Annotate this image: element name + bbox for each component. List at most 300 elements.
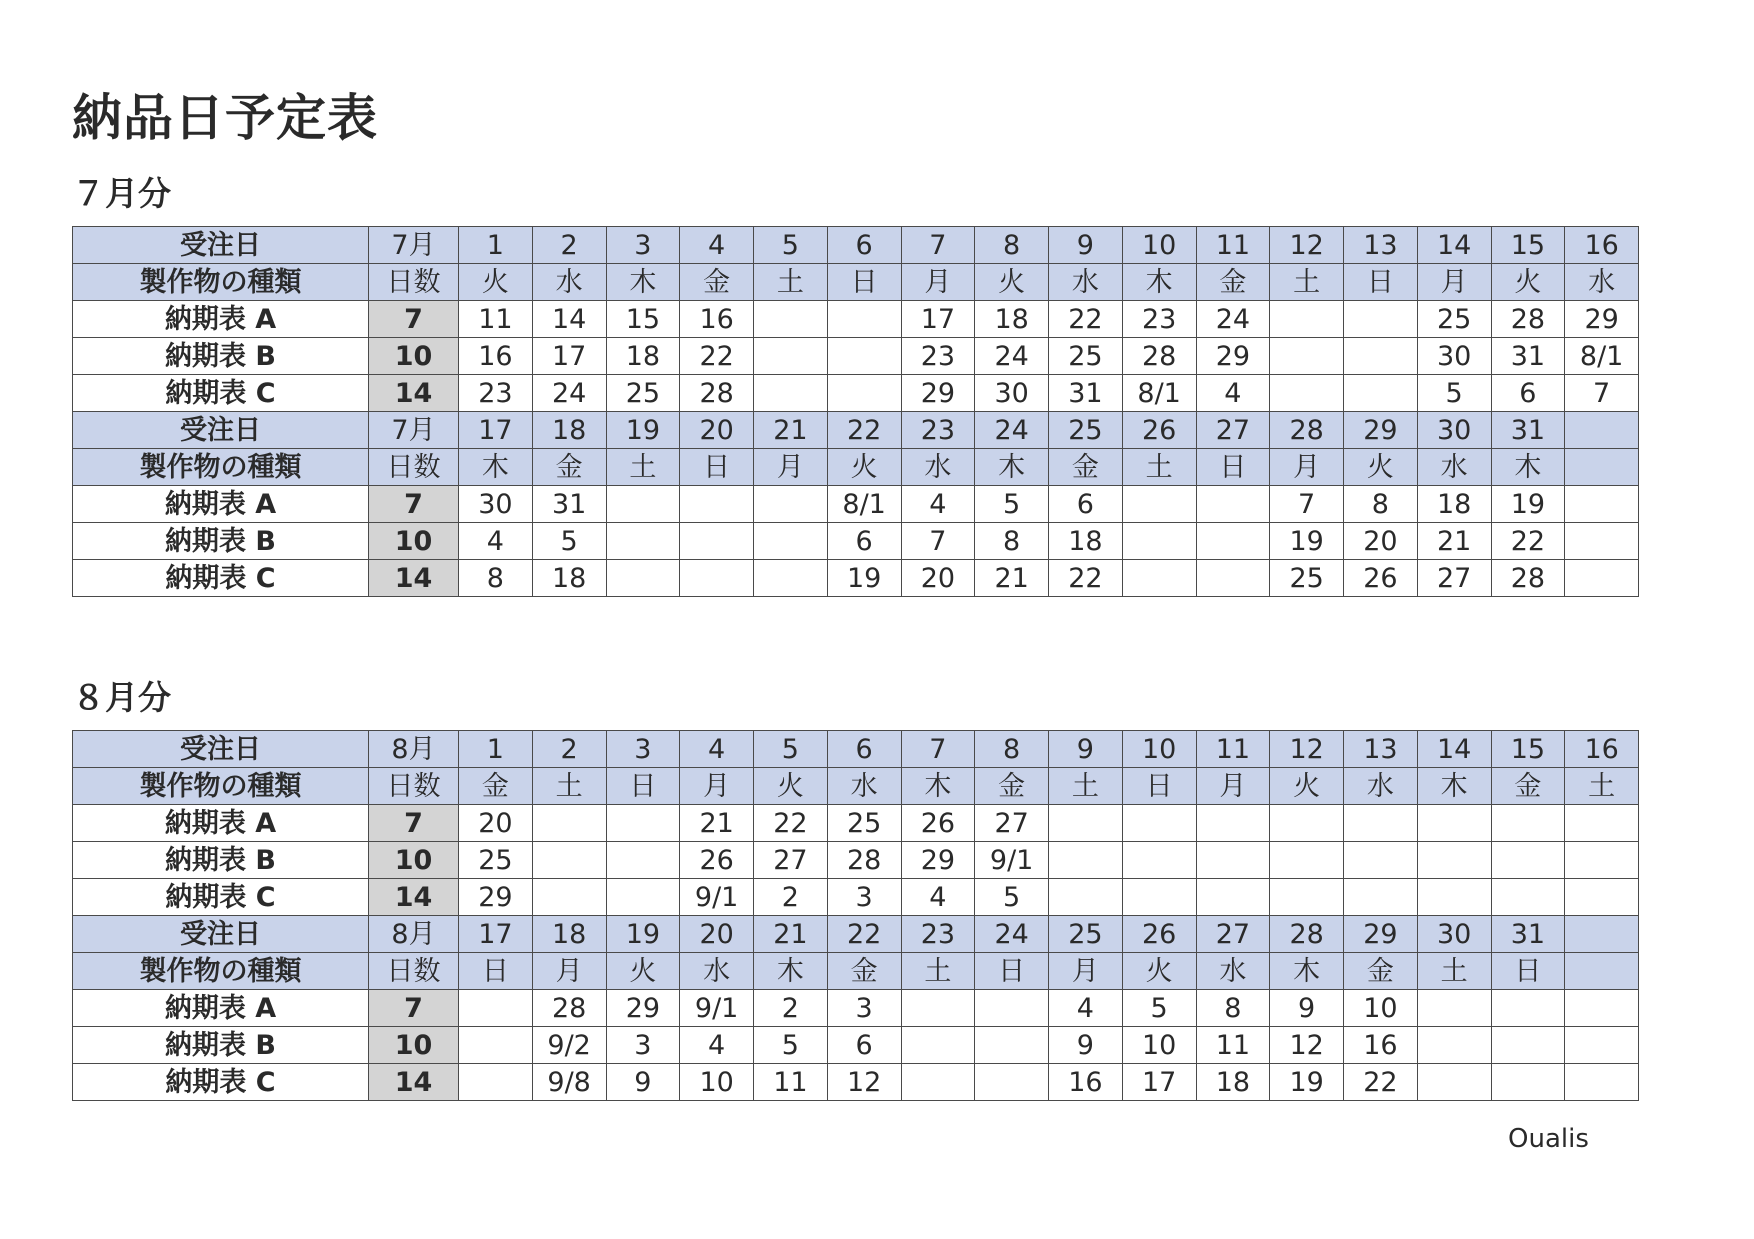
weekday-cell: 水 [1417, 449, 1491, 486]
delivery-date-cell [532, 842, 606, 879]
delivery-date-cell: 22 [754, 805, 828, 842]
delivery-date-cell: 20 [459, 805, 533, 842]
delivery-date-cell [1270, 805, 1344, 842]
date-cell: 14 [1417, 227, 1491, 264]
delivery-date-cell: 22 [680, 338, 754, 375]
delivery-date-cell: 17 [901, 301, 975, 338]
order-date-label: 受注日 [73, 916, 369, 953]
date-cell: 10 [1122, 731, 1196, 768]
date-cell: 26 [1122, 412, 1196, 449]
weekday-cell: 日 [1491, 953, 1565, 990]
weekday-cell: 土 [1049, 768, 1123, 805]
delivery-date-cell [1270, 879, 1344, 916]
delivery-date-cell [1344, 805, 1418, 842]
delivery-date-cell: 17 [532, 338, 606, 375]
delivery-date-cell [827, 375, 901, 412]
date-cell: 24 [975, 412, 1049, 449]
weekday-cell: 日 [975, 953, 1049, 990]
date-cell: 7 [901, 227, 975, 264]
delivery-date-cell [1417, 1027, 1491, 1064]
date-cell: 29 [1344, 916, 1418, 953]
delivery-date-cell: 11 [754, 1064, 828, 1101]
delivery-date-cell: 11 [1196, 1027, 1270, 1064]
delivery-date-cell [1417, 990, 1491, 1027]
weekday-cell: 金 [532, 449, 606, 486]
product-type-label: 製作物の種類 [73, 768, 369, 805]
delivery-date-cell [1122, 842, 1196, 879]
delivery-date-cell [1491, 879, 1565, 916]
delivery-date-cell [1049, 879, 1123, 916]
delivery-date-cell: 28 [827, 842, 901, 879]
lead-days: 7 [369, 990, 459, 1027]
weekday-cell: 日 [680, 449, 754, 486]
delivery-date-cell [1270, 375, 1344, 412]
delivery-date-cell [1344, 879, 1418, 916]
lead-days: 7 [369, 805, 459, 842]
delivery-date-cell: 28 [1491, 560, 1565, 597]
date-cell: 15 [1491, 731, 1565, 768]
delivery-date-cell: 15 [606, 301, 680, 338]
weekday-cell: 土 [1270, 264, 1344, 301]
delivery-date-cell: 23 [459, 375, 533, 412]
delivery-date-cell: 27 [1417, 560, 1491, 597]
delivery-date-cell [680, 486, 754, 523]
delivery-date-cell: 19 [827, 560, 901, 597]
delivery-date-cell: 16 [1344, 1027, 1418, 1064]
date-cell: 18 [532, 412, 606, 449]
table-row [73, 879, 1639, 916]
footer-brand: Oualis [1508, 1124, 1589, 1154]
weekday-cell: 火 [754, 768, 828, 805]
delivery-date-cell [1491, 990, 1565, 1027]
delivery-date-cell: 5 [532, 523, 606, 560]
weekday-cell: 火 [1270, 768, 1344, 805]
days-label: 日数 [369, 768, 459, 805]
delivery-date-cell [1344, 338, 1418, 375]
delivery-date-cell [1565, 1064, 1639, 1101]
delivery-date-cell: 29 [459, 879, 533, 916]
delivery-date-cell [680, 560, 754, 597]
delivery-date-cell: 3 [827, 990, 901, 1027]
weekday-cell: 火 [459, 264, 533, 301]
delivery-date-cell [901, 1064, 975, 1101]
date-cell: 19 [606, 916, 680, 953]
table-row [73, 1064, 1639, 1101]
order-date-label: 受注日 [73, 412, 369, 449]
date-cell: 14 [1417, 731, 1491, 768]
product-type-label: 製作物の種類 [73, 264, 369, 301]
delivery-date-cell [606, 486, 680, 523]
lead-days: 10 [369, 1027, 459, 1064]
weekday-cell: 火 [1122, 953, 1196, 990]
order-date-label: 受注日 [73, 731, 369, 768]
date-cell: 5 [754, 731, 828, 768]
weekday-cell: 金 [975, 768, 1049, 805]
delivery-date-cell: 27 [754, 842, 828, 879]
delivery-date-cell [1344, 301, 1418, 338]
delivery-date-cell [1417, 805, 1491, 842]
date-cell: 28 [1270, 916, 1344, 953]
delivery-date-cell: 9 [1049, 1027, 1123, 1064]
date-cell: 30 [1417, 916, 1491, 953]
delivery-date-cell [1196, 805, 1270, 842]
delivery-date-cell [827, 301, 901, 338]
delivery-date-cell: 18 [1417, 486, 1491, 523]
table-row [73, 523, 1639, 560]
header-row-weekday [73, 953, 1639, 990]
delivery-date-cell [827, 338, 901, 375]
weekday-cell: 日 [606, 768, 680, 805]
schedule-name: 納期表 C [73, 560, 369, 597]
delivery-date-cell [754, 338, 828, 375]
delivery-date-cell: 6 [1491, 375, 1565, 412]
delivery-date-cell [606, 560, 680, 597]
schedule-name: 納期表 A [73, 301, 369, 338]
delivery-date-cell [1417, 842, 1491, 879]
product-type-label: 製作物の種類 [73, 953, 369, 990]
delivery-date-cell [532, 879, 606, 916]
weekday-cell: 金 [1196, 264, 1270, 301]
date-cell: 9 [1049, 731, 1123, 768]
product-type-label: 製作物の種類 [73, 449, 369, 486]
delivery-date-cell: 28 [1122, 338, 1196, 375]
delivery-date-cell: 29 [901, 842, 975, 879]
weekday-cell: 金 [1491, 768, 1565, 805]
delivery-date-cell: 20 [1344, 523, 1418, 560]
date-cell: 20 [680, 412, 754, 449]
weekday-cell: 水 [532, 264, 606, 301]
weekday-cell: 月 [1049, 953, 1123, 990]
delivery-date-cell: 10 [1122, 1027, 1196, 1064]
delivery-date-cell [1196, 842, 1270, 879]
delivery-date-cell: 3 [827, 879, 901, 916]
delivery-date-cell [1565, 805, 1639, 842]
lead-days: 14 [369, 560, 459, 597]
delivery-date-cell: 5 [975, 879, 1049, 916]
delivery-date-cell: 14 [532, 301, 606, 338]
delivery-date-cell: 2 [754, 990, 828, 1027]
delivery-date-cell: 4 [1196, 375, 1270, 412]
weekday-cell: 木 [754, 953, 828, 990]
delivery-date-cell: 18 [532, 560, 606, 597]
delivery-date-cell: 31 [532, 486, 606, 523]
delivery-date-cell [606, 523, 680, 560]
schedule-name: 納期表 B [73, 842, 369, 879]
delivery-date-cell [1270, 338, 1344, 375]
delivery-date-cell [1491, 1064, 1565, 1101]
date-cell: 11 [1196, 227, 1270, 264]
date-cell: 22 [827, 412, 901, 449]
delivery-date-cell: 27 [975, 805, 1049, 842]
delivery-date-cell: 21 [975, 560, 1049, 597]
schedule-name: 納期表 B [73, 1027, 369, 1064]
date-cell: 10 [1122, 227, 1196, 264]
delivery-date-cell: 22 [1049, 301, 1123, 338]
delivery-date-cell: 10 [1344, 990, 1418, 1027]
delivery-date-cell: 9/1 [680, 879, 754, 916]
page-title: 納品日予定表 [72, 89, 378, 147]
date-cell: 3 [606, 227, 680, 264]
header-row-weekday [73, 264, 1639, 301]
lead-days: 10 [369, 523, 459, 560]
date-cell: 8 [975, 227, 1049, 264]
delivery-date-cell: 9/8 [532, 1064, 606, 1101]
date-cell: 22 [827, 916, 901, 953]
date-cell: 11 [1196, 731, 1270, 768]
schedule-name: 納期表 A [73, 486, 369, 523]
header-row-weekday [73, 768, 1639, 805]
date-cell: 5 [754, 227, 828, 264]
delivery-date-cell: 9/1 [975, 842, 1049, 879]
weekday-cell: 日 [1196, 449, 1270, 486]
delivery-date-cell [1565, 560, 1639, 597]
delivery-date-cell: 28 [532, 990, 606, 1027]
delivery-date-cell: 24 [532, 375, 606, 412]
weekday-cell [1565, 953, 1639, 990]
delivery-date-cell: 26 [1344, 560, 1418, 597]
delivery-date-cell: 8 [1344, 486, 1418, 523]
delivery-date-cell: 5 [975, 486, 1049, 523]
weekday-cell: 月 [680, 768, 754, 805]
delivery-date-cell: 30 [1417, 338, 1491, 375]
delivery-date-cell: 9/1 [680, 990, 754, 1027]
weekday-cell: 月 [754, 449, 828, 486]
delivery-date-cell: 22 [1049, 560, 1123, 597]
delivery-date-cell [680, 523, 754, 560]
header-row-order-date [73, 227, 1639, 264]
date-cell: 31 [1491, 916, 1565, 953]
delivery-date-cell [1196, 523, 1270, 560]
delivery-date-cell: 20 [901, 560, 975, 597]
weekday-cell: 月 [1196, 768, 1270, 805]
date-cell: 6 [827, 227, 901, 264]
table-row [73, 805, 1639, 842]
date-cell: 7 [901, 731, 975, 768]
date-cell: 9 [1049, 227, 1123, 264]
month-label: 7月 [369, 412, 459, 449]
weekday-cell: 金 [1049, 449, 1123, 486]
date-cell: 20 [680, 916, 754, 953]
date-cell: 25 [1049, 916, 1123, 953]
delivery-date-cell [975, 1027, 1049, 1064]
delivery-date-cell: 19 [1270, 1064, 1344, 1101]
date-cell: 29 [1344, 412, 1418, 449]
date-cell: 23 [901, 412, 975, 449]
date-cell: 15 [1491, 227, 1565, 264]
weekday-cell: 火 [1344, 449, 1418, 486]
weekday-cell: 木 [901, 768, 975, 805]
schedule-name: 納期表 C [73, 375, 369, 412]
lead-days: 10 [369, 842, 459, 879]
weekday-cell: 金 [827, 953, 901, 990]
date-cell: 2 [532, 731, 606, 768]
weekday-cell: 土 [1565, 768, 1639, 805]
schedule-name: 納期表 C [73, 1064, 369, 1101]
table-row [73, 338, 1639, 375]
delivery-date-cell [459, 1064, 533, 1101]
weekday-cell: 水 [1565, 264, 1639, 301]
header-row-order-date [73, 412, 1639, 449]
weekday-cell: 土 [1417, 953, 1491, 990]
delivery-date-cell: 7 [1270, 486, 1344, 523]
delivery-date-cell: 25 [1049, 338, 1123, 375]
delivery-date-cell: 17 [1122, 1064, 1196, 1101]
schedule-name: 納期表 B [73, 338, 369, 375]
delivery-date-cell: 28 [1491, 301, 1565, 338]
delivery-date-cell: 8 [1196, 990, 1270, 1027]
delivery-date-cell: 25 [459, 842, 533, 879]
delivery-date-cell: 18 [606, 338, 680, 375]
weekday-cell: 水 [680, 953, 754, 990]
delivery-date-cell: 23 [901, 338, 975, 375]
lead-days: 14 [369, 375, 459, 412]
table-row [73, 990, 1639, 1027]
delivery-date-cell: 5 [1122, 990, 1196, 1027]
delivery-date-cell [975, 990, 1049, 1027]
delivery-date-cell: 6 [827, 523, 901, 560]
delivery-date-cell: 9 [1270, 990, 1344, 1027]
delivery-date-cell: 31 [1491, 338, 1565, 375]
month-label: 8月 [369, 916, 459, 953]
date-cell: 19 [606, 412, 680, 449]
delivery-date-cell: 8/1 [1565, 338, 1639, 375]
delivery-date-cell: 25 [827, 805, 901, 842]
delivery-date-cell [975, 1064, 1049, 1101]
schedule-table-august [72, 730, 1639, 1101]
delivery-date-cell: 29 [1196, 338, 1270, 375]
delivery-date-cell [1270, 842, 1344, 879]
weekday-cell: 火 [975, 264, 1049, 301]
delivery-date-cell [1122, 879, 1196, 916]
date-cell: 27 [1196, 412, 1270, 449]
weekday-cell: 土 [901, 953, 975, 990]
delivery-date-cell: 8/1 [827, 486, 901, 523]
delivery-date-cell: 16 [680, 301, 754, 338]
date-cell: 31 [1491, 412, 1565, 449]
header-row-order-date [73, 731, 1639, 768]
delivery-date-cell: 7 [1565, 375, 1639, 412]
lead-days: 7 [369, 301, 459, 338]
weekday-cell: 日 [1122, 768, 1196, 805]
delivery-date-cell: 25 [1270, 560, 1344, 597]
delivery-date-cell: 22 [1491, 523, 1565, 560]
delivery-date-cell [901, 990, 975, 1027]
table-row [73, 842, 1639, 879]
delivery-date-cell: 29 [606, 990, 680, 1027]
weekday-cell: 木 [459, 449, 533, 486]
delivery-date-cell: 16 [1049, 1064, 1123, 1101]
delivery-date-cell [606, 805, 680, 842]
delivery-date-cell: 30 [975, 375, 1049, 412]
delivery-date-cell: 24 [975, 338, 1049, 375]
weekday-cell: 金 [1344, 953, 1418, 990]
delivery-date-cell: 11 [459, 301, 533, 338]
schedule-name: 納期表 B [73, 523, 369, 560]
weekday-cell: 日 [459, 953, 533, 990]
weekday-cell: 土 [606, 449, 680, 486]
date-cell: 27 [1196, 916, 1270, 953]
delivery-date-cell: 23 [1122, 301, 1196, 338]
delivery-date-cell [1122, 805, 1196, 842]
date-cell: 23 [901, 916, 975, 953]
date-cell: 4 [680, 227, 754, 264]
date-cell: 4 [680, 731, 754, 768]
weekday-cell: 火 [606, 953, 680, 990]
delivery-date-cell [1417, 879, 1491, 916]
weekday-cell: 水 [901, 449, 975, 486]
date-cell: 1 [459, 731, 533, 768]
header-row-weekday [73, 449, 1639, 486]
delivery-date-cell [1196, 560, 1270, 597]
delivery-date-cell: 10 [680, 1064, 754, 1101]
delivery-date-cell [1270, 301, 1344, 338]
weekday-cell: 木 [606, 264, 680, 301]
weekday-cell: 木 [1417, 768, 1491, 805]
delivery-date-cell [754, 523, 828, 560]
schedule-name: 納期表 C [73, 879, 369, 916]
delivery-date-cell: 8/1 [1122, 375, 1196, 412]
weekday-cell: 水 [1049, 264, 1123, 301]
delivery-date-cell: 30 [459, 486, 533, 523]
date-cell: 16 [1565, 227, 1639, 264]
month-label: 8月 [369, 731, 459, 768]
delivery-date-cell: 6 [1049, 486, 1123, 523]
table-row [73, 1027, 1639, 1064]
delivery-date-cell: 25 [1417, 301, 1491, 338]
date-cell: 8 [975, 731, 1049, 768]
delivery-date-cell: 7 [901, 523, 975, 560]
section-title-august: ８月分 [72, 678, 171, 717]
date-cell: 13 [1344, 731, 1418, 768]
delivery-date-cell [1122, 560, 1196, 597]
lead-days: 14 [369, 1064, 459, 1101]
section-title-july: ７月分 [72, 174, 171, 213]
weekday-cell: 木 [1491, 449, 1565, 486]
weekday-cell: 水 [827, 768, 901, 805]
delivery-date-cell [459, 1027, 533, 1064]
table-row [73, 486, 1639, 523]
delivery-date-cell: 16 [459, 338, 533, 375]
delivery-date-cell [1344, 842, 1418, 879]
date-cell: 12 [1270, 731, 1344, 768]
delivery-date-cell [1565, 842, 1639, 879]
delivery-date-cell: 12 [827, 1064, 901, 1101]
delivery-date-cell [901, 1027, 975, 1064]
table-row [73, 375, 1639, 412]
delivery-date-cell: 26 [680, 842, 754, 879]
delivery-date-cell: 25 [606, 375, 680, 412]
delivery-date-cell [1417, 1064, 1491, 1101]
delivery-date-cell [1565, 486, 1639, 523]
delivery-date-cell [459, 990, 533, 1027]
date-cell: 24 [975, 916, 1049, 953]
date-cell: 6 [827, 731, 901, 768]
days-label: 日数 [369, 953, 459, 990]
delivery-date-cell: 8 [459, 560, 533, 597]
weekday-cell: 月 [1417, 264, 1491, 301]
month-label: 7月 [369, 227, 459, 264]
date-cell: 17 [459, 916, 533, 953]
weekday-cell: 水 [1344, 768, 1418, 805]
delivery-date-cell: 28 [680, 375, 754, 412]
delivery-date-cell [1491, 805, 1565, 842]
delivery-date-cell: 29 [1565, 301, 1639, 338]
delivery-date-cell [532, 805, 606, 842]
weekday-cell: 土 [754, 264, 828, 301]
delivery-date-cell: 5 [1417, 375, 1491, 412]
date-cell: 13 [1344, 227, 1418, 264]
delivery-date-cell [1491, 1027, 1565, 1064]
